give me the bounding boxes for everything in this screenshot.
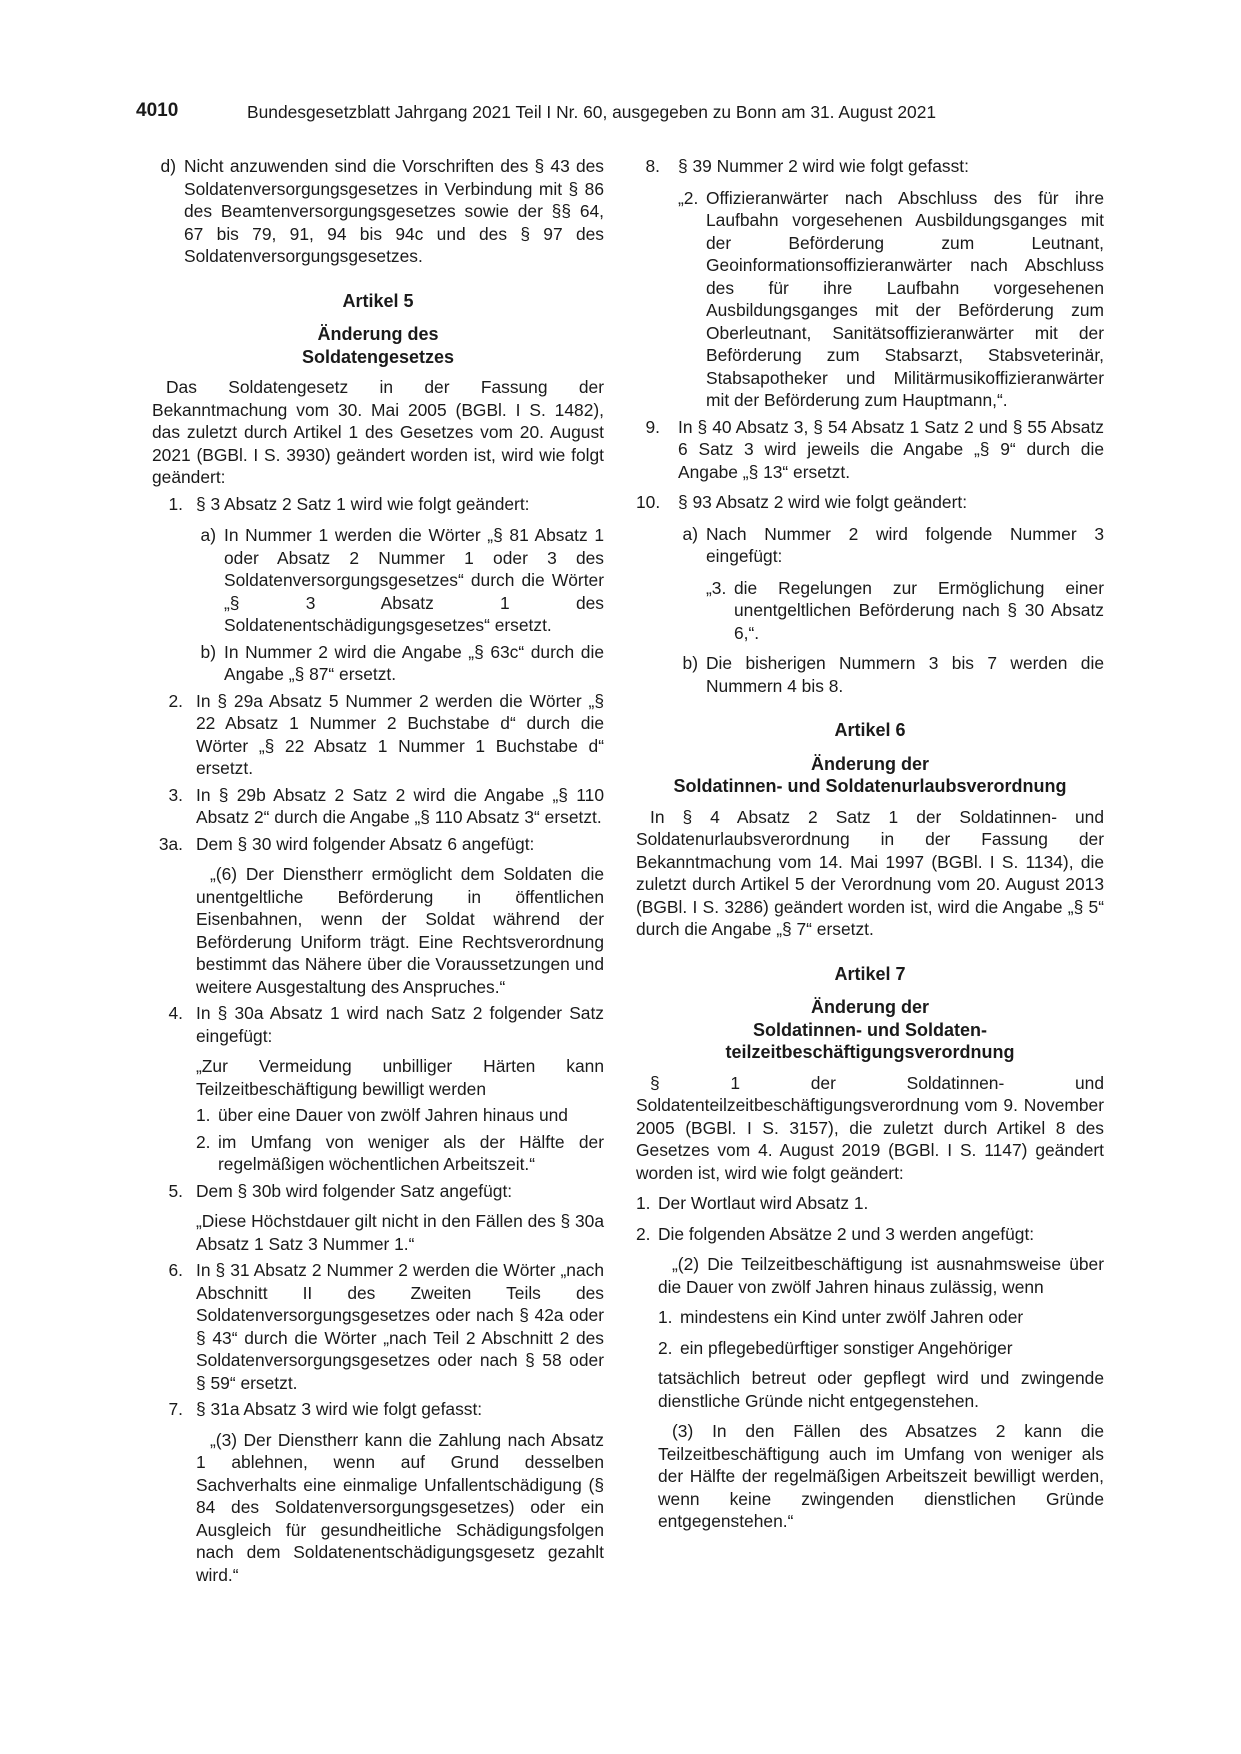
list-item-9 [636, 416, 1104, 484]
list-item-5 [152, 1180, 604, 1203]
item-number: 8. [645, 156, 660, 176]
article-6-subtitle-1: Änderung der [810, 753, 929, 774]
article-6-title: Artikel 6 [834, 720, 906, 740]
item-number: 1. [658, 1307, 673, 1327]
list-item-1 [152, 493, 604, 516]
item-text: In § 30a Absatz 1 wird nach Satz 2 folgender Satz eingefügt: [196, 1003, 604, 1046]
art7-item-2 [636, 1223, 1104, 1246]
item-text: In § 29b Absatz 2 Satz 2 wird die Angabe „§ 110 Absatz 2“ durch die Angabe „§ 110 Absatz 3“ ersetzt. [196, 784, 604, 827]
article-5-subtitle-2: Soldatengesetzes [301, 346, 455, 367]
item-number: 1. [636, 1193, 651, 1213]
page-number: 4010 [136, 100, 179, 121]
item-text: § 3 Absatz 2 Satz 1 wird wie folgt geändert: [196, 493, 530, 514]
item-number: 7. [168, 1399, 183, 1419]
list-item-1a [196, 524, 604, 637]
item-text: § 93 Absatz 2 wird wie folgt geändert: [678, 492, 968, 512]
item-text: In § 40 Absatz 3, § 54 Absatz 1 Satz 2 und § 55 Absatz 6 Satz 3 wird jeweils die Angabe „§ 9“ durch die Angabe „§ 13“ ersetzt. [678, 416, 1104, 482]
quote-5: „Diese Höchstdauer gilt nicht in den Fällen des § 30a Absatz 1 Satz 3 Nummer 1.“ [196, 1211, 604, 1254]
item-number: 10. [636, 492, 661, 512]
header-title: Bundesgesetzblatt Jahrgang 2021 Teil I Nr. 60, ausgegeben zu Bonn am 31. August 2021 [247, 102, 937, 122]
list-item-7 [152, 1398, 604, 1421]
item-text: § 39 Nummer 2 wird wie folgt gefasst: [678, 156, 969, 176]
article-5-intro: Das Soldatengesetz in der Fassung der Bekanntmachung vom 30. Mai 2005 (BGBl. I S. 1482), das zuletzt durch Artikel 1 des Gesetzes vom 20. August 2021 (BGBl. I S. 3930) geändert worden ist, wird wie folgt geändert: [152, 377, 604, 487]
item-number: 3a. [158, 833, 183, 854]
quote-4-item-2 [196, 1131, 604, 1176]
item-label: b) [200, 641, 216, 662]
item-label: a) [682, 523, 698, 544]
item-number: 6. [168, 1260, 183, 1280]
item-text: über eine Dauer von zwölf Jahren hinaus und [218, 1105, 568, 1125]
list-item-4 [152, 1002, 604, 1047]
art7-item-1 [636, 1192, 1104, 1215]
item-number: 1. [168, 493, 183, 514]
item-text: In Nummer 1 werden die Wörter „§ 81 Absatz 1 oder Absatz 2 Nummer 1 oder 3 des Soldatenversorgungsgesetzes“ durch die Wörter „§ 3 Absatz 1 des Soldatenentschädigungsgesetzes“ ersetzt. [224, 525, 604, 635]
item-text: Dem § 30 wird folgender Absatz 6 angefügt: [196, 833, 535, 854]
list-item-10 [636, 491, 1104, 514]
article-6-text: In § 4 Absatz 2 Satz 1 der Soldatinnen- und Soldatenurlaubsverordnung in der Fassung der Bekanntmachung vom 14. Mai 1997 (BGBl. I S. 1134), die zuletzt durch Artikel 5 der Verordnung vom 20. August 2013 (BGBl. I S. 3286) geändert worden ist, wird die Angabe „§ 5“ durch die Angabe „§ 7“ ersetzt. [636, 806, 1104, 939]
article-7-subtitle-1: Änderung der [810, 997, 929, 1017]
quote-7: „(3) Der Dienstherr kann die Zahlung nach Absatz 1 ablehnen, wenn auf Grund desselben Sachverhalts eine einmalige Unfallentschädigung (§ 84 des Soldatenversorgungsgesetzes) oder ein Ausgleich für gesundheitliche Schädigungsfolgen nach dem Soldatenentschädigungsgesetz gezahlt wird.“ [196, 1429, 604, 1585]
item-text: im Umfang von weniger als der Hälfte der regelmäßigen wöchentlichen Arbeitszeit.“ [218, 1131, 604, 1174]
article-7-subtitle-3: teilzeitbeschäftigungsverordnung [725, 1042, 1015, 1062]
item-label: „2. [678, 187, 699, 208]
item-text: § 31a Absatz 3 wird wie folgt gefasst: [196, 1399, 483, 1419]
right-column [636, 155, 1104, 1533]
list-item-3 [152, 784, 604, 829]
quote-art7-abs2-end: tatsächlich betreut oder gepflegt wird und zwingende dienstliche Gründe nicht entgegenstehen. [658, 1368, 1104, 1411]
item-text: Der Wortlaut wird Absatz 1. [658, 1193, 869, 1213]
item-text: Die bisherigen Nummern 3 bis 7 werden die Nummern 4 bis 8. [706, 653, 1104, 696]
item-label: „3. [706, 577, 727, 598]
article-7-title: Artikel 7 [834, 963, 906, 984]
item-number: 2. [658, 1337, 673, 1358]
item-text: In § 29a Absatz 5 Nummer 2 werden die Wörter „§ 22 Absatz 1 Nummer 2 Buchstabe d“ durch die Wörter „§ 22 Absatz 1 Nummer 1 Buchstabe d“ ersetzt. [196, 690, 604, 778]
quote-art7-abs3: (3) In den Fällen des Absatzes 2 kann die Teilzeitbeschäftigung auch im Umfang von weniger als der Hälfte der regelmäßigen Arbeitszeit bewilligt werden, wenn keine zwingenden dienstlichen Gründe entgegenstehen.“ [658, 1421, 1104, 1531]
left-column [152, 155, 604, 1586]
article-5-title: Artikel 5 [342, 290, 414, 311]
list-item-d [156, 155, 604, 268]
article-6-subtitle-2: Soldatinnen- und Soldatenurlaubsverordnung [673, 776, 1067, 796]
item-number: 3. [168, 784, 183, 805]
list-item-6 [152, 1259, 604, 1394]
quote-3a: „(6) Der Dienstherr ermöglicht dem Soldaten die unentgeltliche Beförderung in öffentlichen Eisenbahnen, wenn der Soldat während der Beförderung Uniform trägt. Eine Rechtsverordnung bestimmt das Nähere über die Voraussetzungen und weitere Ausgestaltung des Anspruches.“ [196, 864, 604, 997]
article-7-subtitle-2: Soldatinnen- und Soldaten- [753, 1019, 987, 1040]
item-label: a) [200, 525, 216, 545]
item-text: Offizieranwärter nach Abschluss des für ihre Laufbahn vorgesehenen Ausbildungsganges mit der Beförderung zum Leutnant, Geoinformationsoffizieranwärter nach Abschluss des für ihre Laufbahn vorgesehenen Ausbildungsganges mit der Beförderung zum Oberleutnant, Sanitätsoffizieranwärter mit der Beförderung zum Stabsarzt, Stabsveterinär, Stabsapotheker und Militärmusikoffizieranwärter mit der Beförderung zum Hauptmann,“. [706, 187, 1104, 410]
item-text: In Nummer 2 wird die Angabe „§ 63c“ durch die Angabe „§ 87“ ersetzt. [224, 641, 604, 684]
quote-art7-abs2: „(2) Die Teilzeitbeschäftigung ist ausnahmsweise über die Dauer von zwölf Jahren hinaus zulässig, wenn [658, 1254, 1104, 1297]
article-5-subtitle-1: Änderung des [317, 324, 439, 344]
quote-10a [706, 577, 1104, 645]
quote-art7-item-2 [658, 1337, 1104, 1360]
quote-art7-item-1 [658, 1306, 1104, 1329]
page-header [136, 100, 1106, 126]
item-text: die Regelungen zur Ermöglichung einer unentgeltlichen Beförderung nach § 30 Absatz 6,“. [734, 577, 1104, 643]
quote-4-item-1 [196, 1104, 604, 1127]
item-number: 4. [168, 1003, 183, 1023]
item-text: Nicht anzuwenden sind die Vorschriften des § 43 des Soldatenversorgungsgesetzes in Verbindung mit § 86 des Beamtenversorgungsgesetzes sowie der §§ 64, 67 bis 79, 91, 94 bis 94c und des § 97 des Soldatenversorgungsgesetzes. [184, 156, 604, 266]
item-text: ein pflegebedürftiger sonstiger Angehöriger [680, 1337, 1013, 1358]
list-item-1b [196, 641, 604, 686]
item-number: 2. [636, 1223, 651, 1244]
list-item-10b [678, 652, 1104, 697]
item-text: Dem § 30b wird folgender Satz angefügt: [196, 1180, 513, 1201]
item-number: 5. [168, 1180, 183, 1201]
item-label: d) [160, 156, 176, 176]
quote-4: „Zur Vermeidung unbilliger Härten kann Teilzeitbeschäftigung bewilligt werden [196, 1056, 604, 1099]
list-item-2 [152, 690, 604, 780]
item-text: mindestens ein Kind unter zwölf Jahren oder [680, 1307, 1024, 1327]
item-text: In § 31 Absatz 2 Nummer 2 werden die Wörter „nach Abschnitt II des Zweiten Teils des Soldatenversorgungsgesetzes oder nach § 42a oder § 43“ durch die Wörter „nach Teil 2 Abschnitt 2 des Soldatenversorgungsgesetzes oder nach § 58 oder § 59“ ersetzt. [196, 1260, 604, 1393]
item-label: b) [682, 653, 698, 673]
item-text: Nach Nummer 2 wird folgende Nummer 3 eingefügt: [706, 523, 1104, 566]
article-7-intro: § 1 der Soldatinnen- und Soldatenteilzeitbeschäftigungsverordnung vom 9. November 2005 (BGBl. I S. 3157), die zuletzt durch Artikel 8 des Gesetzes vom 4. August 2019 (BGBl. I S. 1147) geändert worden ist, wird wie folgt geändert: [636, 1072, 1104, 1183]
list-item-3a [152, 833, 604, 856]
item-number: 2. [196, 1131, 211, 1152]
list-item-8 [636, 155, 1104, 178]
item-number: 9. [645, 416, 660, 437]
list-item-10a [678, 523, 1104, 568]
quote-8 [678, 187, 1104, 412]
item-number: 2. [168, 690, 183, 711]
item-text: Die folgenden Absätze 2 und 3 werden angefügt: [658, 1223, 1035, 1244]
item-number: 1. [196, 1105, 211, 1125]
